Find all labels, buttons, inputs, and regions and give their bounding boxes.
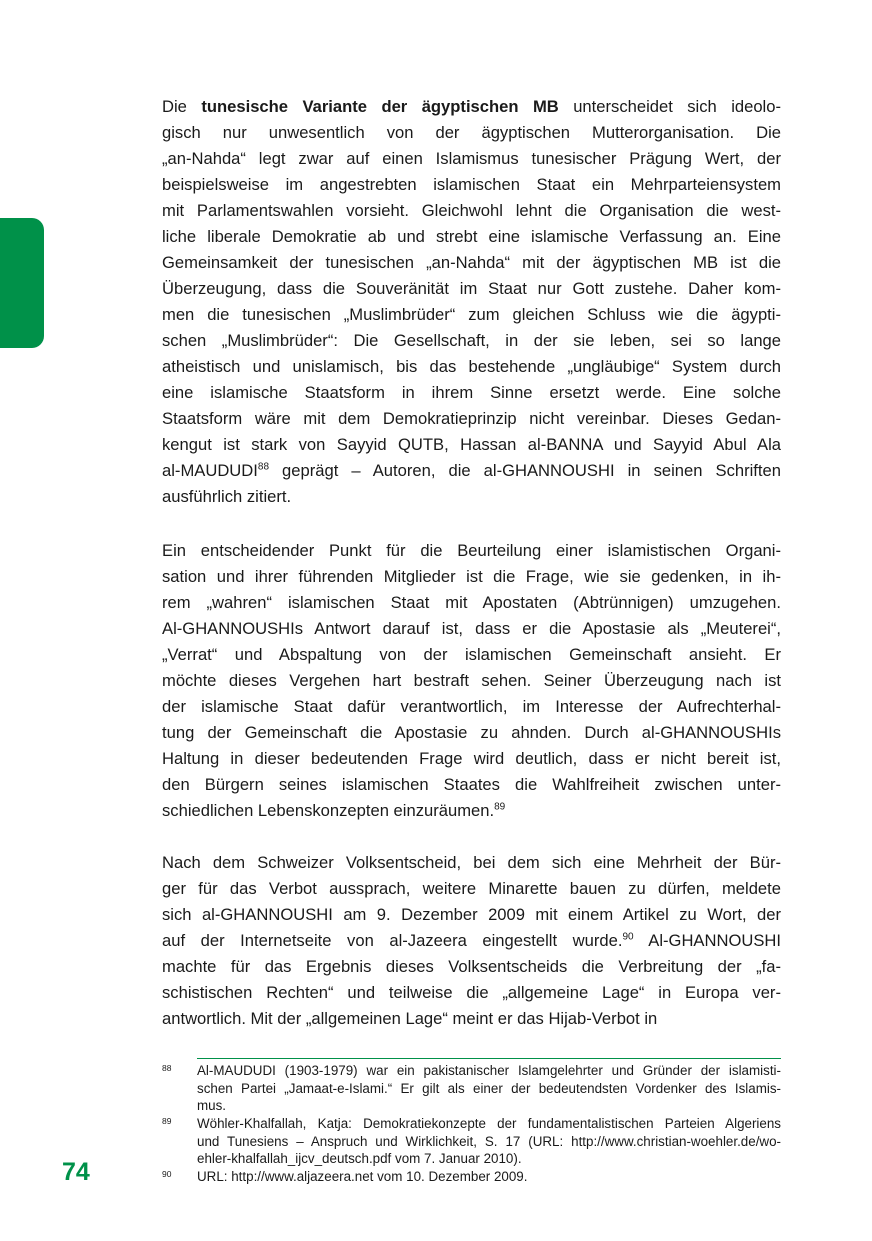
text-line (162, 484, 781, 510)
text-line (162, 850, 781, 876)
footnote-number: 90 (162, 1169, 172, 1179)
footnote-90 (162, 1168, 782, 1186)
text-line (162, 224, 781, 250)
line-text: den Bürgern seines islamischen Staates die Wahlfreiheit zwischen unter- (162, 775, 781, 794)
line-text: Nach dem Schweizer Volksentscheid, bei dem sich eine Mehrheit der Bür- (162, 853, 781, 872)
footnote-line: ehler-khalfallah_ijcv_deutsch.pdf vom 7. Januar 2010). (197, 1151, 522, 1166)
line-text: Die (162, 97, 202, 116)
line-text: eine islamische Staatsform in ihrem Sinne ersetzt werde. Eine solche (162, 383, 781, 402)
text-line (162, 458, 781, 484)
line-text: schistischen Rechten“ und teilweise die „allgemeine Lage“ in Europa ver- (162, 983, 781, 1002)
line-text: ausführlich zitiert. (162, 487, 292, 506)
line-text: gisch nur unwesentlich von der ägyptischen Mutterorganisation. Die (162, 123, 781, 142)
text-line (162, 668, 781, 694)
line-text: antwortlich. Mit der „allgemeinen Lage“ meint er das Hijab-Verbot in (162, 1009, 658, 1028)
line-text: rem „wahren“ islamischen Staat mit Apostaten (Abtrünnigen) umzugehen. (162, 593, 781, 612)
footnote-number: 89 (162, 1116, 172, 1126)
line-text: sation und ihrer führenden Mitglieder ist die Frage, wie sie gedenken, in ih- (162, 567, 781, 586)
line-text: tung der Gemeinschaft die Apostasie zu ahnden. Durch al-GHANNOUSHIs (162, 723, 781, 742)
line-text: möchte dieses Vergehen hart bestraft sehen. Seiner Überzeugung nach ist (162, 671, 781, 690)
paragraph-1 (162, 94, 781, 510)
footnote-reference: 88 (257, 461, 270, 473)
line-text: Ein entscheidender Punkt für die Beurteilung einer islamistischen Organi- (162, 541, 781, 560)
text-line (162, 720, 781, 746)
line-text: Haltung in dieser bedeutenden Frage wird deutlich, dass er nicht bereit ist, (162, 749, 781, 768)
text-line (162, 380, 781, 406)
line-text: machte für das Ergebnis dieses Volksentscheids die Verbreitung der „fa- (162, 957, 781, 976)
text-line (162, 302, 781, 328)
text-line (162, 406, 781, 432)
text-line (162, 590, 781, 616)
line-text: Gemeinsamkeit der tunesischen „an-Nahda“ mit der ägyptischen MB ist die (162, 253, 781, 272)
footnote-text (197, 1168, 781, 1186)
footnote-text (197, 1062, 781, 1115)
line-text: unterscheidet sich ideolo- (558, 97, 782, 116)
footnote-reference: 89 (494, 801, 506, 813)
footnote-line: Wöhler-Khalfallah, Katja: Demokratiekonzepte der fundamentalistischen Parteien Algeriens (197, 1116, 781, 1131)
line-text: mit Parlamentswahlen vorsieht. Gleichwohl lehnt die Organisation die west- (162, 201, 781, 220)
footnote-line: schen Partei „Jamaat-e-Islami.“ Er gilt als einer der bedeutendsten Vordenker des Islamis- (197, 1080, 781, 1096)
emphasis-text: tunesische Variante der ägyptischen MB (201, 97, 559, 116)
paragraph-2 (162, 538, 781, 824)
text-line (162, 928, 781, 954)
footnote-line: Al-MAUDUDI (1903-1979) war ein pakistanischer Islamgelehrter und Gründer der islamisti- (197, 1063, 781, 1078)
footnote-number: 88 (162, 1063, 172, 1073)
text-line (162, 328, 781, 354)
line-text: kengut ist stark von Sayyid QUTB, Hassan al-BANNA und Sayyid Abul Ala (162, 435, 781, 454)
footnote-line: und Tunesiens – Anspruch und Wirklichkeit, S. 17 (URL: http://www.christian-woehler.de/wo- (197, 1133, 781, 1149)
text-line (162, 642, 781, 668)
text-line (162, 276, 781, 302)
text-line (162, 198, 781, 224)
footnote-line: URL: http://www.aljazeera.net vom 10. Dezember 2009. (197, 1169, 528, 1184)
line-text: geprägt – Autoren, die al-GHANNOUSHI in seinen Schriften (269, 461, 781, 480)
text-line (162, 902, 781, 928)
text-line (162, 876, 781, 902)
text-line (162, 798, 781, 824)
text-line (162, 694, 781, 720)
line-text: atheistisch und unislamisch, bis das bestehende „ungläubige“ System durch (162, 357, 781, 376)
footnote-divider (197, 1058, 781, 1059)
line-text: auf der Internetseite von al-Jazeera eingestellt wurde. (162, 931, 623, 950)
text-line (162, 354, 781, 380)
line-text: Al-GHANNOUSHIs Antwort darauf ist, dass er die Apostasie als „Meuterei“, (162, 619, 781, 638)
text-line (162, 564, 781, 590)
text-line (162, 1006, 781, 1032)
text-line (162, 538, 781, 564)
footnote-reference: 90 (622, 931, 634, 943)
footnote-text (197, 1115, 781, 1168)
text-line (162, 980, 781, 1006)
footnote-89 (162, 1115, 782, 1168)
line-text: sich al-GHANNOUSHI am 9. Dezember 2009 mit einem Artikel zu Wort, der (162, 905, 781, 924)
page-number: 74 (62, 1158, 90, 1186)
text-line (162, 954, 781, 980)
line-text: Überzeugung, dass die Souveränität im Staat nur Gott zustehe. Daher kom- (162, 279, 781, 298)
text-line (162, 616, 781, 642)
line-text: „an-Nahda“ legt zwar auf einen Islamismus tunesischer Prägung Wert, der (162, 149, 781, 168)
paragraph-3 (162, 850, 781, 1032)
line-text: men die tunesischen „Muslimbrüder“ zum gleichen Schluss wie die ägypti- (162, 305, 781, 324)
line-text: Staatsform wäre mit dem Demokratieprinzip nicht vereinbar. Dieses Gedan- (162, 409, 781, 428)
text-line (162, 746, 781, 772)
line-text: der islamische Staat dafür verantwortlich, im Interesse der Aufrechterhal- (162, 697, 781, 716)
line-text: „Verrat“ und Abspaltung von der islamischen Gemeinschaft ansieht. Er (162, 645, 781, 664)
text-line (162, 94, 781, 120)
line-text: beispielsweise im angestrebten islamischen Staat ein Mehrparteiensystem (162, 175, 781, 194)
footnote-line: mus. (197, 1098, 227, 1113)
line-text: liche liberale Demokratie ab und strebt eine islamische Verfassung an. Eine (162, 227, 781, 246)
line-text: ger für das Verbot aussprach, weitere Minarette bauen zu dürfen, meldete (162, 879, 781, 898)
line-text: Al-GHANNOUSHI (633, 931, 782, 950)
line-text: al-MAUDUDI (162, 461, 258, 480)
text-line (162, 772, 781, 798)
line-text: schiedlichen Lebenskonzepten einzuräumen. (162, 801, 495, 820)
text-line (162, 432, 781, 458)
text-line (162, 146, 781, 172)
text-line (162, 250, 781, 276)
text-line (162, 172, 781, 198)
chapter-side-tab (0, 218, 44, 348)
text-line (162, 120, 781, 146)
footnote-88 (162, 1062, 782, 1115)
line-text: schen „Muslimbrüder“: Die Gesellschaft, in der sie leben, sei so lange (162, 331, 781, 350)
